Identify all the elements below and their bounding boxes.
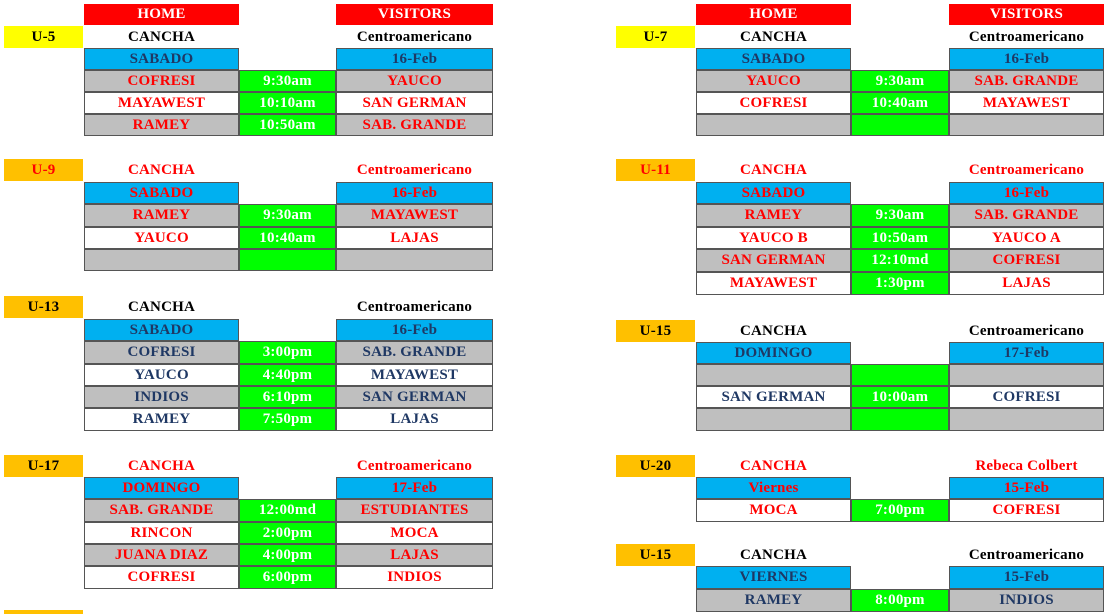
cancha-label: CANCHA — [127, 161, 196, 178]
game-time: 9:30am — [239, 70, 336, 92]
home-team: RAMEY — [84, 204, 239, 227]
game-time: 6:00pm — [239, 566, 336, 589]
visitor-team — [336, 249, 493, 271]
home-team: RINCON — [84, 522, 239, 544]
home-team: RAMEY — [696, 204, 851, 227]
visitor-team: MOCA — [336, 522, 493, 544]
day-cell: SABADO — [696, 182, 851, 204]
cancha-label: CANCHA — [739, 457, 808, 474]
visitor-team: MAYAWEST — [336, 204, 493, 227]
date-cell: 15-Feb — [949, 566, 1104, 589]
division-label: U-20 — [616, 455, 695, 477]
cancha-label: CANCHA — [127, 298, 196, 315]
visitors-header: VISITORS — [336, 4, 493, 25]
visitor-team: ESTUDIANTES — [336, 499, 493, 522]
visitor-team: INDIOS — [336, 566, 493, 589]
cancha-label: CANCHA — [127, 28, 196, 45]
date-cell: 17-Feb — [949, 342, 1104, 364]
game-time: 10:50am — [851, 227, 949, 249]
home-team — [696, 364, 851, 386]
venue-name: Centroamericano — [356, 298, 473, 315]
visitor-team: INDIOS — [949, 589, 1104, 612]
home-team: COFRESI — [696, 92, 851, 114]
game-time: 12:00md — [239, 499, 336, 522]
home-team: YAUCO — [696, 70, 851, 92]
visitor-team: SAB. GRANDE — [949, 204, 1104, 227]
cancha-label: CANCHA — [739, 546, 808, 563]
visitor-team: SAB. GRANDE — [336, 114, 493, 136]
visitor-team: COFRESI — [949, 249, 1104, 272]
cancha-label: CANCHA — [739, 322, 808, 339]
home-team: RAMEY — [696, 589, 851, 612]
division-label: U-5 — [4, 26, 83, 48]
visitor-team — [949, 364, 1104, 386]
day-cell: SABADO — [84, 48, 239, 70]
division-label: U-11 — [616, 159, 695, 181]
home-team: YAUCO — [84, 364, 239, 386]
date-cell: 15-Feb — [949, 477, 1104, 499]
visitor-team: LAJAS — [949, 272, 1104, 295]
game-time: 6:10pm — [239, 386, 336, 408]
game-time: 8:00pm — [851, 589, 949, 612]
game-time: 9:30am — [851, 204, 949, 227]
game-time: 9:30am — [239, 204, 336, 227]
division-label: U-15 — [616, 544, 695, 566]
home-team: MAYAWEST — [696, 272, 851, 295]
date-cell: 16-Feb — [336, 319, 493, 341]
game-time: 4:40pm — [239, 364, 336, 386]
visitor-team — [949, 114, 1104, 136]
game-time: 7:00pm — [851, 499, 949, 522]
home-team — [696, 408, 851, 431]
visitor-team — [949, 408, 1104, 431]
game-time: 10:50am — [239, 114, 336, 136]
home-team: YAUCO — [84, 227, 239, 249]
game-time — [239, 249, 336, 271]
day-cell: SABADO — [696, 48, 851, 70]
game-time: 1:30pm — [851, 272, 949, 295]
visitor-team: LAJAS — [336, 544, 493, 566]
day-cell: DOMINGO — [696, 342, 851, 364]
home-team: COFRESI — [84, 341, 239, 364]
home-team: RAMEY — [84, 408, 239, 431]
division-label: U-7 — [616, 26, 695, 48]
day-cell: DOMINGO — [84, 477, 239, 499]
cancha-label: CANCHA — [739, 28, 808, 45]
visitor-team: MAYAWEST — [949, 92, 1104, 114]
day-cell: VIERNES — [696, 566, 851, 589]
game-time: 10:10am — [239, 92, 336, 114]
game-time — [851, 114, 949, 136]
game-time: 4:00pm — [239, 544, 336, 566]
visitor-team: MAYAWEST — [336, 364, 493, 386]
home-team: RAMEY — [84, 114, 239, 136]
venue-name: Centroamericano — [356, 161, 473, 178]
venue-name: Centroamericano — [356, 28, 473, 45]
venue-name: Rebeca Colbert — [975, 457, 1078, 474]
date-cell: 16-Feb — [336, 182, 493, 204]
visitor-team: LAJAS — [336, 227, 493, 249]
division-label: U-9 — [4, 159, 83, 181]
visitor-team: COFRESI — [949, 386, 1104, 408]
visitor-team: LAJAS — [336, 408, 493, 431]
game-time: 3:00pm — [239, 341, 336, 364]
division-label: U-17 — [4, 455, 83, 477]
division-label: U-15 — [616, 320, 695, 342]
game-time: 7:50pm — [239, 408, 336, 431]
date-cell: 17-Feb — [336, 477, 493, 499]
date-cell: 16-Feb — [949, 182, 1104, 204]
game-time: 10:40am — [851, 92, 949, 114]
game-time: 10:00am — [851, 386, 949, 408]
cancha-label: CANCHA — [127, 457, 196, 474]
visitor-team: SAB. GRANDE — [336, 341, 493, 364]
home-team: MAYAWEST — [84, 92, 239, 114]
game-time: 9:30am — [851, 70, 949, 92]
home-team: INDIOS — [84, 386, 239, 408]
date-cell: 16-Feb — [336, 48, 493, 70]
home-team — [84, 249, 239, 271]
home-header: HOME — [696, 4, 851, 25]
next-division-label-edge — [4, 610, 83, 614]
home-team: JUANA DIAZ — [84, 544, 239, 566]
day-cell: SABADO — [84, 319, 239, 341]
visitor-team: YAUCO — [336, 70, 493, 92]
visitor-team: SAB. GRANDE — [949, 70, 1104, 92]
home-header: HOME — [84, 4, 239, 25]
venue-name: Centroamericano — [356, 457, 473, 474]
visitor-team: YAUCO A — [949, 227, 1104, 249]
home-team: YAUCO B — [696, 227, 851, 249]
home-team: COFRESI — [84, 566, 239, 589]
game-time: 10:40am — [239, 227, 336, 249]
game-time: 12:10md — [851, 249, 949, 272]
venue-name: Centroamericano — [968, 322, 1085, 339]
division-label: U-13 — [4, 296, 83, 318]
day-cell: Viernes — [696, 477, 851, 499]
day-cell: SABADO — [84, 182, 239, 204]
visitor-team: SAN GERMAN — [336, 386, 493, 408]
game-time: 2:00pm — [239, 522, 336, 544]
game-time — [851, 364, 949, 386]
venue-name: Centroamericano — [968, 28, 1085, 45]
home-team: SAN GERMAN — [696, 386, 851, 408]
venue-name: Centroamericano — [968, 161, 1085, 178]
visitor-team: COFRESI — [949, 499, 1104, 522]
date-cell: 16-Feb — [949, 48, 1104, 70]
venue-name: Centroamericano — [968, 546, 1085, 563]
game-time — [851, 408, 949, 431]
cancha-label: CANCHA — [739, 161, 808, 178]
home-team: SAB. GRANDE — [84, 499, 239, 522]
home-team: MOCA — [696, 499, 851, 522]
visitors-header: VISITORS — [949, 4, 1104, 25]
visitor-team: SAN GERMAN — [336, 92, 493, 114]
home-team: SAN GERMAN — [696, 249, 851, 272]
home-team — [696, 114, 851, 136]
home-team: COFRESI — [84, 70, 239, 92]
